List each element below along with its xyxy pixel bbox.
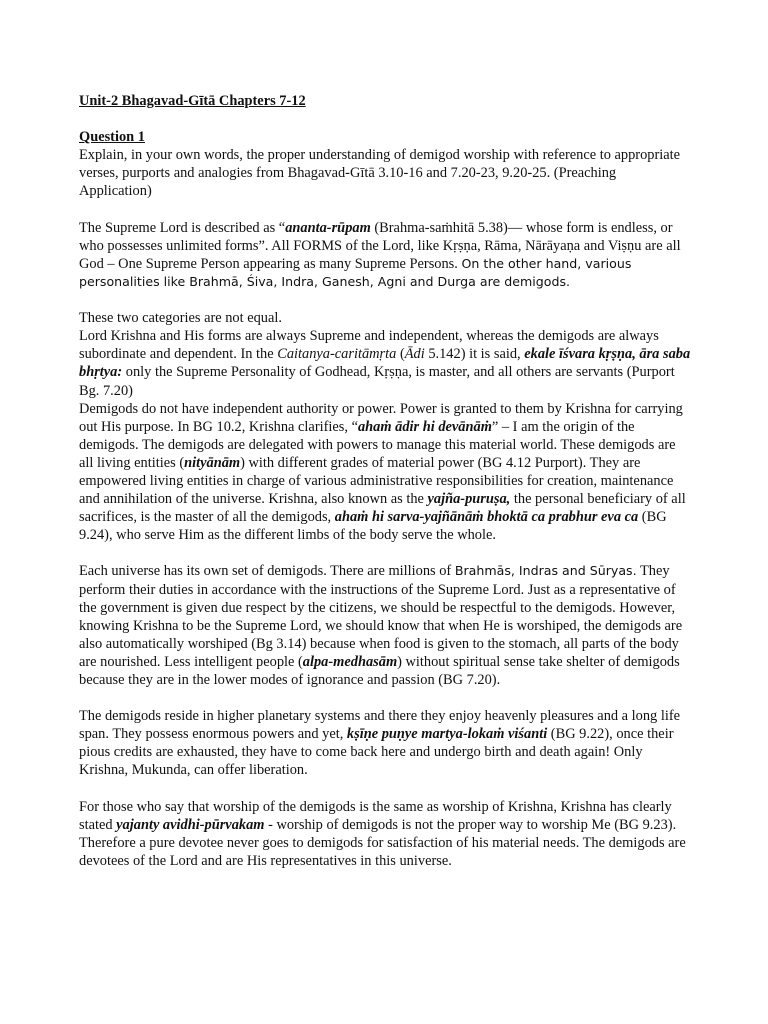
text-span: - worship of demigods is not the proper way to worship Me (BG 9.23). Therefore a pure devotee never goes to demigods for satisfaction of his material needs. The demigods are devotees of the Lord and are His representatives in this universe. — [79, 816, 686, 869]
text-span: They perform their duties in accordance with the instructions of the Supreme Lord. Just as a representative of the government is given due respect by the citizens, we should be respectful to the demigods. However, knowing Krishna to be the Supreme Lord, we should know that when He is worshiped, the demigods are also automatically worshiped (Bg 3.14) because when food is given to the stomach, all parts of the body are nourished. Less intelligent people ( — [79, 563, 683, 670]
unit-heading: Unit-2 Bhagavad-Gītā Chapters 7-12 — [79, 93, 306, 109]
text-span: 5.142) it is said, — [424, 346, 525, 363]
text-span: Brahmās, Indras and Sūryas. — [454, 563, 637, 579]
text-span: ” – I am the origin of the demigods. The demigods are delegated with powers to manage this material world. These demigods are all living entities ( — [79, 418, 676, 471]
scripture-title: Caitanya-caritāmṛta — [277, 346, 397, 363]
paragraph-planetary — [79, 707, 691, 779]
text-span: (Brahma-saṁhitā 5.38)— whose form is endless, or who possesses unlimited forms”. All FORMS of the Lord, like Kṛṣṇa, Rāma, Nārāyaṇa and Viṣṇu are all God – One Supreme Person appearing as many Supreme Persons. — [79, 219, 681, 272]
paragraph-authority — [79, 400, 691, 545]
text-span: Demigods do not have independent authority or power. Power is granted to them by Krishna for carrying out His purpose. In BG 10.2, Krishna clarifies, “ — [79, 400, 683, 435]
text-span: (BG 9.22), once their pious credits are exhausted, they have to come back here and undergo birth and death again! Only Krishna, Mukunda, can offer liberation. — [79, 726, 674, 779]
text-span: ( — [396, 346, 405, 363]
text-span: Each universe has its own set of demigods. There are millions of — [79, 563, 455, 580]
scripture-section: Ādi — [404, 346, 425, 363]
text-span: (BG 9.24), who serve Him as the different limbs of the body serve the whole. — [79, 509, 667, 544]
text-span: On the other hand, various personalities like Brahmā, Śiva, Indra, Ganesh, Agni and Durga are demigods. — [79, 255, 632, 289]
question-text: Explain, in your own words, the proper understanding of demigod worship with reference to appropriate verses, purports and analogies from Bhagavad-Gītā 3.10-16 and 7.20-23, 9.20-25. (Preaching Application) — [79, 147, 681, 200]
sanskrit-term: kṣīṇe puṇye martya-lokaṁ viśanti — [346, 726, 548, 743]
paragraph-categories — [79, 327, 691, 399]
question-title: Question 1 — [79, 129, 145, 146]
text-span: For those who say that worship of the demigods is the same as worship of Krishna, Krishna has clearly stated — [79, 798, 672, 833]
sanskrit-term: ahaṁ hi sarva-yajñānāṁ bhoktā ca prabhur eva ca — [334, 509, 639, 526]
paragraph-worship — [79, 798, 691, 870]
document-page — [79, 92, 691, 870]
sanskrit-term: ekale īśvara kṛṣṇa, āra saba bhṛtya: — [79, 346, 691, 381]
text-span: only the Supreme Personality of Godhead, Kṛṣṇa, is master, and all others are servants (Purport Bg. 7.20) — [79, 364, 675, 399]
sanskrit-term: nityānām — [184, 454, 241, 471]
paragraph-categories-line: These two categories are not equal. — [79, 310, 282, 327]
sanskrit-term: ahaṁ ādir hi devānāṁ — [357, 418, 492, 435]
text-span: The Supreme Lord is described as “ — [79, 219, 286, 236]
text-span: ) without spiritual sense take shelter of demigods because they are in the lower modes of ignorance and passion (BG 7.20). — [79, 653, 680, 688]
paragraph-supreme-lord — [79, 219, 691, 291]
text-span: The demigods reside in higher planetary systems and there they enjoy heavenly pleasures and a long life span. They possess enormous powers and yet, — [79, 708, 681, 743]
text-span: ) with different grades of material power (BG 4.12 Purport). They are empowered living entities in charge of various administrative responsibilities for creation, maintenance and annihilation of the universe. Krishna, also known as the — [79, 454, 674, 508]
paragraph-universe — [79, 562, 691, 689]
sanskrit-term: ananta-rūpam — [285, 219, 371, 236]
sanskrit-term: alpa-medhasām — [302, 653, 398, 670]
sanskrit-term: yajanty avidhi-pūrvakam — [116, 816, 265, 833]
text-span: the personal beneficiary of all sacrifices, is the master of all the demigods, — [79, 491, 686, 526]
text-span: Lord Krishna and His forms are always Supreme and independent, whereas the demigods are always subordinate and dependent. In the — [79, 328, 659, 363]
sanskrit-term: yajña-puruṣa, — [427, 491, 511, 508]
